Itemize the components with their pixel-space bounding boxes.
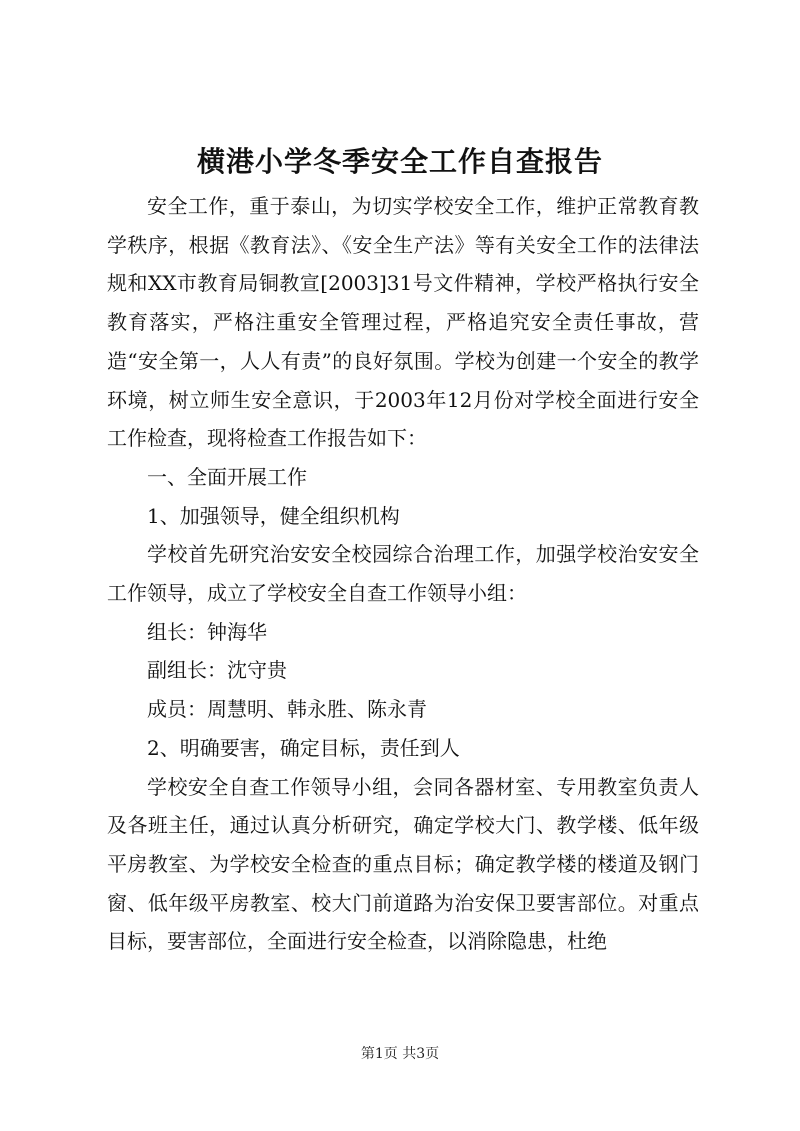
page-number-footer: 第1页 共3页 [360, 1046, 440, 1062]
group-leader-line: 组长：钟海华 [147, 619, 267, 644]
heading-subsection-2: 2、明确要害，确定目标，责任到人 [147, 735, 460, 760]
document-body [107, 187, 699, 961]
paragraph-targets: 学校安全自查工作领导小组，会同各器材室、专用教室负责人及各班主任，通过认真分析研究，确定学校大门、教学楼、低年级平房教室、为学校安全检查的重点目标；确定教学楼的楼道及钢门窗、低年级平房教室、校大门前道路为治安保卫要害部位。对重点目标，要害部位，全面进行安全检查，以消除隐患，杜绝 [107, 774, 699, 954]
paragraph-intro: 安全工作，重于泰山，为切实学校安全工作，维护正常教育教学秩序，根据《教育法》、《安全生产法》等有关安全工作的法律法规和XX市教育局铜教宣[2003]31号文件精神，学校严格执行安全教育落实，严格注重安全管理过程，严格追究安全责任事故，营造“安全第一，人人有责”的良好氛围。学校为创建一个安全的教学环境，树立师生安全意识，于2003年12月份对学校全面进行安全工作检查，现将检查工作报告如下： [107, 194, 699, 451]
document-title: 横港小学冬季安全工作自查报告 [196, 145, 603, 178]
heading-section-1: 一、全面开展工作 [147, 464, 307, 489]
members-line: 成员：周慧明、韩永胜、陈永青 [147, 697, 427, 722]
heading-subsection-1: 1、加强领导，健全组织机构 [147, 503, 400, 528]
deputy-leader-line: 副组长：沈守贵 [147, 658, 287, 683]
paragraph-leadership: 学校首先研究治安安全校园综合治理工作，加强学校治安安全工作领导，成立了学校安全自查工作领导小组： [107, 542, 699, 606]
